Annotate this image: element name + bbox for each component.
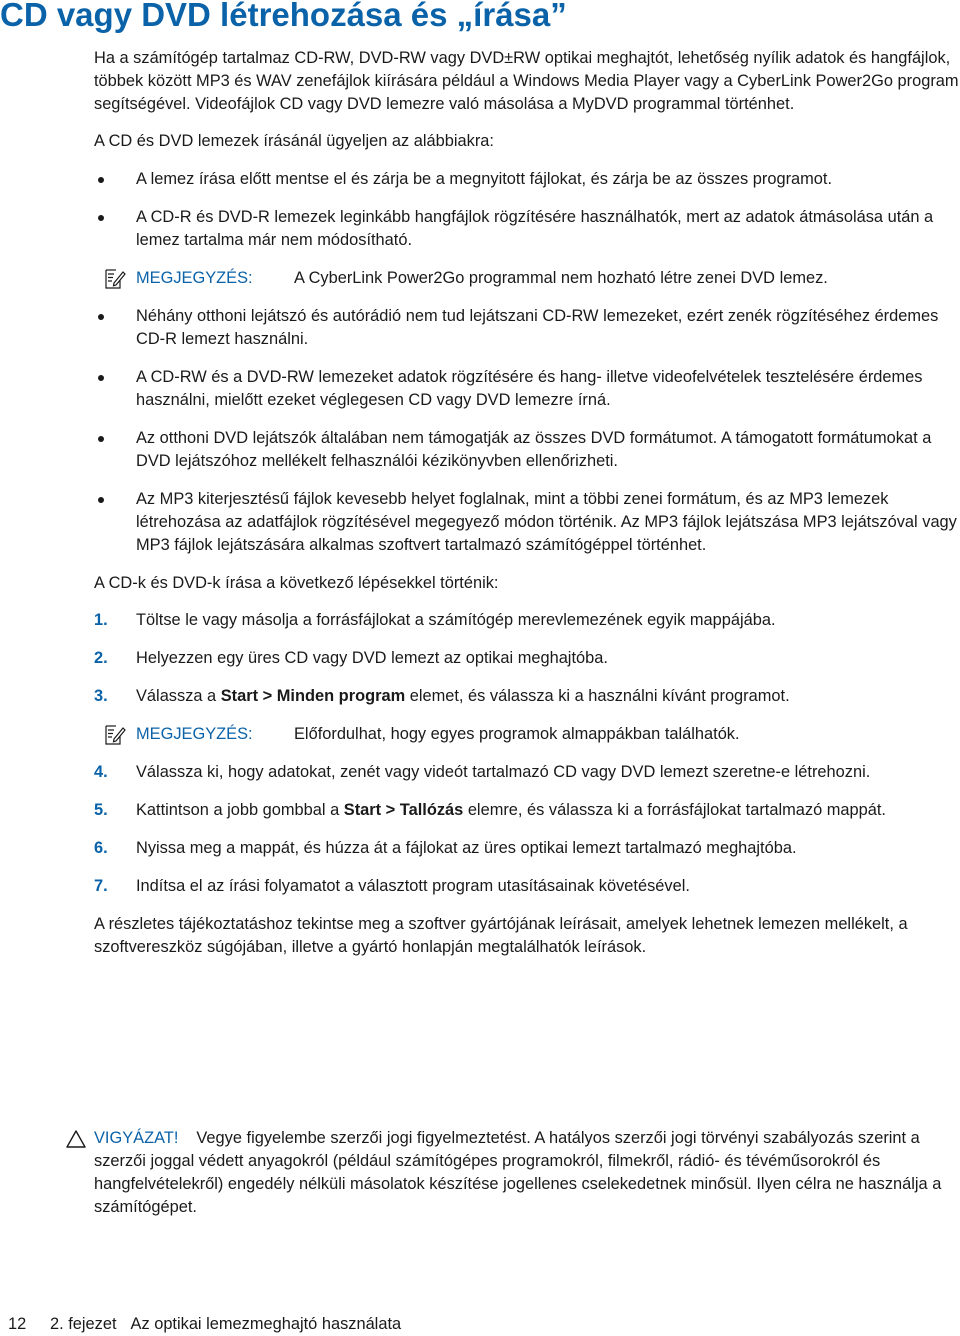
note-text: Előfordulhat, hogy egyes programok almappákban találhatók. bbox=[294, 725, 740, 743]
list-item-text: Néhány otthoni lejátszó és autórádió nem tud lejátszani CD-RW lemezeket, ezért zenék rögzítéséhez érdemes CD-R lemezt használni. bbox=[136, 307, 939, 348]
bullet-icon bbox=[98, 215, 104, 221]
bullet-list-top bbox=[94, 168, 960, 252]
steps-list-continued bbox=[94, 761, 960, 898]
steps-intro: A CD-k és DVD-k írása a következő lépésekkel történik: bbox=[94, 574, 499, 592]
step-number: 1. bbox=[94, 611, 108, 629]
step-text: Töltse le vagy másolja a forrásfájlokat a számítógép merevlemezének egyik mappájába. bbox=[136, 611, 776, 629]
step-text: Nyissa meg a mappát, és húzza át a fájlokat az üres optikai lemezt tartalmazó meghajtóba. bbox=[136, 839, 797, 857]
step-text-post: elemre, és válassza ki a forrásfájlokat tartalmazó mappát. bbox=[463, 801, 886, 819]
note-callout bbox=[94, 723, 960, 746]
list-item bbox=[94, 305, 960, 351]
note-callout bbox=[94, 267, 960, 290]
step-number: 5. bbox=[94, 801, 108, 819]
step-item bbox=[94, 685, 960, 708]
bullet-icon bbox=[98, 177, 104, 183]
page-title: CD vagy DVD létrehozása és „írása” bbox=[0, 0, 567, 33]
bullet-icon bbox=[98, 375, 104, 381]
list-item bbox=[94, 427, 960, 473]
list-item bbox=[94, 168, 960, 191]
steps-list bbox=[94, 609, 960, 708]
menu-all-programs: Minden program bbox=[276, 687, 406, 705]
note-pencil-icon bbox=[102, 267, 126, 291]
step-number: 6. bbox=[94, 839, 108, 857]
intro-lead: A CD és DVD lemezek írásánál ügyeljen az alábbiakra: bbox=[94, 132, 494, 150]
bullet-icon bbox=[98, 314, 104, 320]
chapter-title: Az optikai lemezmeghajtó használata bbox=[130, 1315, 402, 1333]
menu-start: Start bbox=[343, 801, 382, 819]
step-number: 7. bbox=[94, 877, 108, 895]
list-item bbox=[94, 488, 960, 557]
note-text: A CyberLink Power2Go programmal nem hozható létre zenei DVD lemez. bbox=[294, 269, 828, 287]
bullet-icon bbox=[98, 497, 104, 503]
step-text: Indítsa el az írási folyamatot a választott program utasításainak követésével. bbox=[136, 877, 690, 895]
note-pencil-icon bbox=[102, 723, 126, 747]
bullet-list-bottom bbox=[94, 305, 960, 557]
page-number: 12 bbox=[8, 1315, 27, 1333]
list-item-text: Az MP3 kiterjesztésű fájlok kevesebb helyet foglalnak, mint a többi zenei formátum, és az MP3 lemezek létrehozása az adatfájlok rögzítésével megegyező módon történik. Az MP3 fájlok lejátszása MP3 lejátszóval vagy MP3 fájlok lejátszására alkalmas szoftvert tartalmazó számítógéppel történhet. bbox=[136, 490, 957, 554]
step-item bbox=[94, 647, 960, 670]
step-item bbox=[94, 609, 960, 632]
list-item bbox=[94, 366, 960, 412]
list-item-text: A CD-RW és a DVD-RW lemezeket adatok rögzítésére és hang- illetve videofelvételek tesztelésére érdemes használni, mielőtt ezeket véglegesen CD vagy DVD lemezre írná. bbox=[136, 368, 923, 409]
step-text-pre: Válassza a bbox=[136, 687, 221, 705]
bullet-icon bbox=[98, 436, 104, 442]
step-text-post: elemet, és válassza ki a használni kívánt programot. bbox=[405, 687, 790, 705]
menu-separator: > bbox=[258, 687, 277, 705]
closing-paragraph: A részletes tájékoztatáshoz tekintse meg a szoftver gyártójának leírásait, amelyek lehetnek lemezen mellékelt, a szoftvereszköz súgójában, illetve a gyártó honlapján megtalálhatók leírások. bbox=[94, 915, 908, 956]
step-text: Válassza ki, hogy adatokat, zenét vagy videót tartalmazó CD vagy DVD lemezt szeretne-e létrehozni. bbox=[136, 763, 871, 781]
caution-text: Vegye figyelembe szerzői jogi figyelmeztetést. A hatályos szerzői jogi törvényi szabályozás szerint a szerzői joggal védett anyagokról (például számítógépes programokról, filmekről, rádió- és tévéműsorokról és hangfelvételekről) engedély nélküli másolatok készítése jogellenes cselekedetnek minősül. Ilyen célra ne használja a számítógépet. bbox=[94, 1129, 942, 1216]
step-number: 2. bbox=[94, 649, 108, 667]
list-item-text: A CD-R és DVD-R lemezek leginkább hangfájlok rögzítésére használhatók, mert az adatok átmásolása után a lemez tartalma már nem módosítható. bbox=[136, 208, 934, 249]
step-item bbox=[94, 799, 960, 822]
step-item bbox=[94, 761, 960, 784]
list-item-text: Az otthoni DVD lejátszók általában nem támogatják az összes DVD formátumot. A támogatott formátumokat a DVD lejátszóhoz mellékelt felhasználói kézikönyvben ellenőrizheti. bbox=[136, 429, 932, 470]
step-item bbox=[94, 837, 960, 860]
main-content bbox=[94, 47, 960, 973]
menu-start: Start bbox=[220, 687, 259, 705]
step-text: Helyezzen egy üres CD vagy DVD lemezt az optikai meghajtóba. bbox=[136, 649, 608, 667]
note-label: MEGJEGYZÉS: bbox=[136, 725, 253, 743]
menu-browse: Tallózás bbox=[399, 801, 464, 819]
menu-separator: > bbox=[381, 801, 400, 819]
caution-callout bbox=[94, 1127, 960, 1219]
intro-paragraph: Ha a számítógép tartalmaz CD-RW, DVD-RW vagy DVD±RW optikai meghajtót, lehetőség nyílik adatok és hangfájlok, többek között MP3 és WAV zenefájlok kiírására például a Windows Media Player vagy a CyberLink Power2Go program segítségével. Videofájlok CD vagy DVD lemezre való másolása a MyDVD programmal történhet. bbox=[94, 49, 959, 113]
step-item bbox=[94, 875, 960, 898]
page-footer bbox=[8, 1314, 401, 1334]
step-number: 4. bbox=[94, 763, 108, 781]
step-text-pre: Kattintson a jobb gombbal a bbox=[136, 801, 344, 819]
note-label: MEGJEGYZÉS: bbox=[136, 269, 253, 287]
list-item bbox=[94, 206, 960, 252]
warning-triangle-icon bbox=[66, 1129, 86, 1149]
list-item-text: A lemez írása előtt mentse el és zárja be a megnyitott fájlokat, és zárja be az összes programot. bbox=[136, 170, 833, 188]
chapter-number: 2. fejezet bbox=[50, 1315, 117, 1333]
caution-label: VIGYÁZAT! bbox=[94, 1129, 179, 1147]
step-number: 3. bbox=[94, 687, 108, 705]
